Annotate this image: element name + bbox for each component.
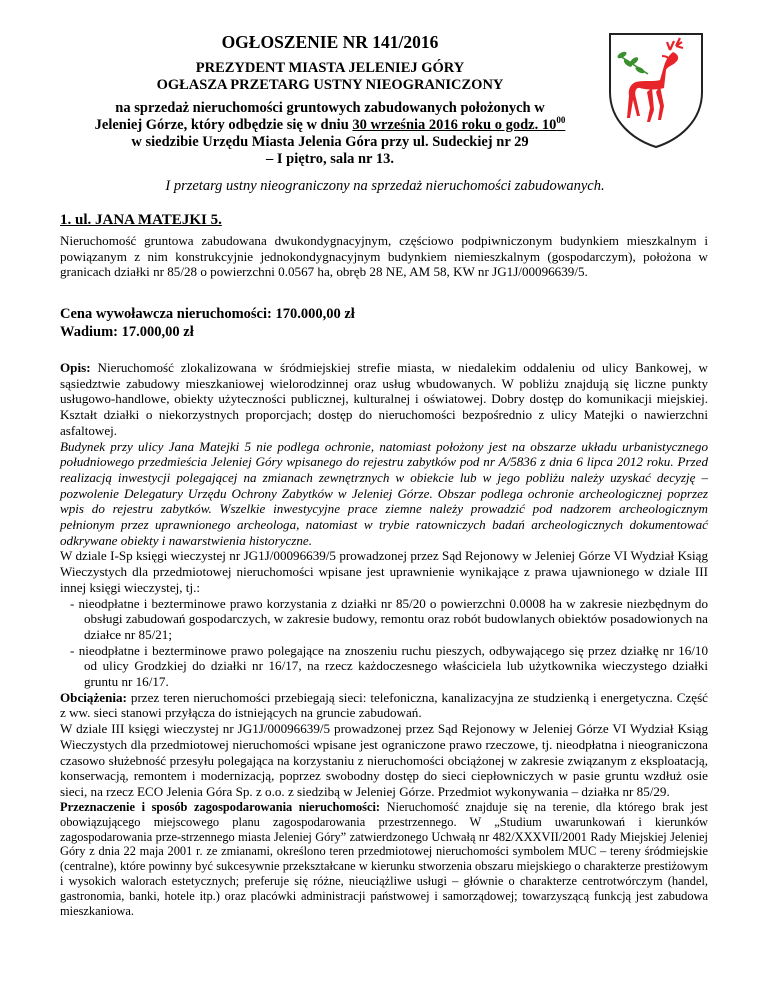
land-register-paragraph: W dziale I-Sp księgi wieczystej nr JG1J/00096639/5 prowadzonej przez Sąd Rejonowy w Jeleniej Górze VI Wydział Ksiąg Wieczystych dla przedmiotowej nieruchomości wpisane jest uprawnienie wynikające z prawa ujawnionego w dziale III innej księgi wieczystej, tj.: — [60, 548, 708, 595]
deer-coat-of-arms-icon — [606, 30, 706, 150]
easement-item: - nieodpłatne i bezterminowe prawo polegające na znoszeniu ruchu pieszych, odbywającego się przez działkę nr 16/10 od ulicy Grodzkiej do działki nr 16/17, na rzecz każdoczesnego właściciela lub użytkownika wieczystego działki gruntu nr 16/17. — [70, 642, 708, 690]
description-paragraph: Opis: Nieruchomość zlokalizowana w śródmiejskiej strefie miasta, w niedalekim oddaleniu od ulicy Bankowej, w sąsiedztwie zabudowy mieszkaniowej wielorodzinnej oraz usług wbudowanych. W pobliżu znajdują się liczne punkty usługowo-handlowe, obiekty użyteczności publicznej, kulturalnej i oświatowej. Dobry dostęp do komunikacji miejskiej. Kształt działki o niekorzystnych proporcjach; dostęp do nieruchomości bezpośrednio z ulicy Matejki o nawierzchni asfaltowej. — [60, 360, 708, 438]
section-heading: 1. ul. JANA MATEJKI 5. — [60, 212, 222, 228]
mayor-line: PREZYDENT MIASTA JELENIEJ GÓRY — [195, 60, 465, 76]
zoning-paragraph: Przeznaczenie i sposób zagospodarowania nieruchomości: Nieruchomość znajduje się na terenie, dla którego brak jest obowiązującego miejscowego planu zagospodarowania przestrzennego. W „Studium uwarunkowań i kierunków zagospodarowania prze-strzennego miasta Jeleniej Góry” zatwierdzonego Uchwałą nr 482/XXXVII/2001 Rady Miejskiej Jeleniej Góry z dnia 22 maja 2001 r. ze zmianami, określono teren przedmiotowej nieruchomości symbolem MUC – tereny śródmiejskie (centralne), które powinny być sukcesywnie przekształcane w kierunku stworzenia obszaru miejskiego o charakterze prestiżowym i wysokich walorach estetycznych; preferuje się różne, nieuciążliwe usługi – głównie o charakterze centrotwórczym (handel, gastronomia, banki, hotele itp.) oraz placówki administracji państwowej i samorządowej; towarzyszącą funkcją jest zabudowa mieszkaniowa. — [60, 799, 708, 919]
heritage-protection-paragraph: Budynek przy ulicy Jana Matejki 5 nie podlega ochronie, natomiast położony jest na obszarze układu urbanistycznego południowego przedmieścia Jeleniej Góry wpisanego do rejestru zabytków pod nr A/5836 z dnia 6 lipca 2012 roku. Przed realizacją inwestycji polegającej na zmianach zewnętrznych w obiekcie lub w jego pobliżu należy uzyskać decyzję – pozwolenie Delegatury Urzędu Ochrony Zabytków w Jeleniej Górze. Obszar podlega ochronie archeologicznej poprzez wpis do rejestru zabytków. Wszelkie inwestycyjne prace ziemne należy prowadzić pod nadzorem archeologicznym pełnionym przez uprawnionego archeologa, natomiast w trybie ratowniczych badań archeologicznych dokumentować odkrywane obiekty i nawarstwienia historyczne. — [60, 438, 708, 548]
venue-line: w siedzibie Urzędu Miasta Jelenia Góra przy ul. Sudeckiej nr 29 — [131, 134, 529, 150]
starting-price: Cena wywoławcza nieruchomości: 170.000,00 zł — [60, 306, 355, 322]
easement-item: - nieodpłatne i bezterminowe prawo korzystania z działki nr 85/20 o powierzchni 0.0008 ha w zakresie niezbędnym do obsługi zabudowań gospodarczych, w zakresie budowy, remontu oraz robót budowlanych obiektów posadowionych na działce nr 85/21; — [70, 595, 708, 642]
date-line: Jeleniej Górze, który odbędzie się w dniu 30 września 2016 roku o godz. $10^{00}$ — [94, 115, 566, 133]
price-block — [60, 305, 355, 341]
announcement-heading — [60, 60, 600, 94]
tender-details — [60, 100, 600, 168]
subject-line: na sprzedaż nieruchomości gruntowych zabudowanych położonych w — [115, 100, 545, 116]
property-details — [60, 360, 708, 919]
servitude-paragraph: W dziale III księgi wieczystej nr JG1J/00096639/5 prowadzonej przez Sąd Rejonowy w Jeleniej Górze VI Wydział Ksiąg Wieczystych dla przedmiotowej nieruchomości wpisane jest ograniczone prawo rzeczowe, tj. nieodpłatna i nieograniczona czasowo służebność przesyłu polegająca na korzystaniu z nieruchomości obciążonej w zakresie związanym z eksploatacją, konserwacją, remontem i modernizacją, poprzez swobodny dostęp do sieci ciepłowniczych w pasie gruntu wzdłuż osie sieci, na rzecz ECO Jelenia Góra Sp. z o.o. z siedzibą w Jeleniej Górze. Przedmiot wykonywania – działka nr 85/29. — [60, 721, 708, 799]
floor-line: – I piętro, sala nr 13. — [266, 151, 394, 167]
announcement-title: OGŁOSZENIE NR 141/2016 — [221, 32, 439, 52]
encumbrances-paragraph: Obciążenia: przez teren nieruchomości przebiegają sieci: telefoniczna, kanalizacyjna ze studzienką i energetyczna. Część z ww. sieci stanowi przyłącza do istniejących na gruncie zabudowań. — [60, 689, 708, 721]
tender-line: OGŁASZA PRZETARG USTNY NIEOGRANICZONY — [156, 77, 504, 93]
property-description: Nieruchomość gruntowa zabudowana dwukondygnacyjnym, częściowo podpiwniczonym budynkiem mieszkalnym i powiązanym z nim konstrukcyjnie jednokondygnacyjnym budynkiem niemieszkalnym (gospodarczym), położona w granicach działki nr 85/28 o powierzchni 0.0567 ha, obręb 28 NE, AM 58, KW nr JG1J/00096639/5. — [60, 233, 708, 280]
deposit: Wadium: 17.000,00 zł — [60, 324, 194, 340]
auction-date: 30 września 2016 roku o godz. $10^{00}$ — [352, 115, 566, 133]
tender-intro: I przetarg ustny nieograniczony na sprzedaż nieruchomości zabudowanych. — [165, 178, 605, 194]
